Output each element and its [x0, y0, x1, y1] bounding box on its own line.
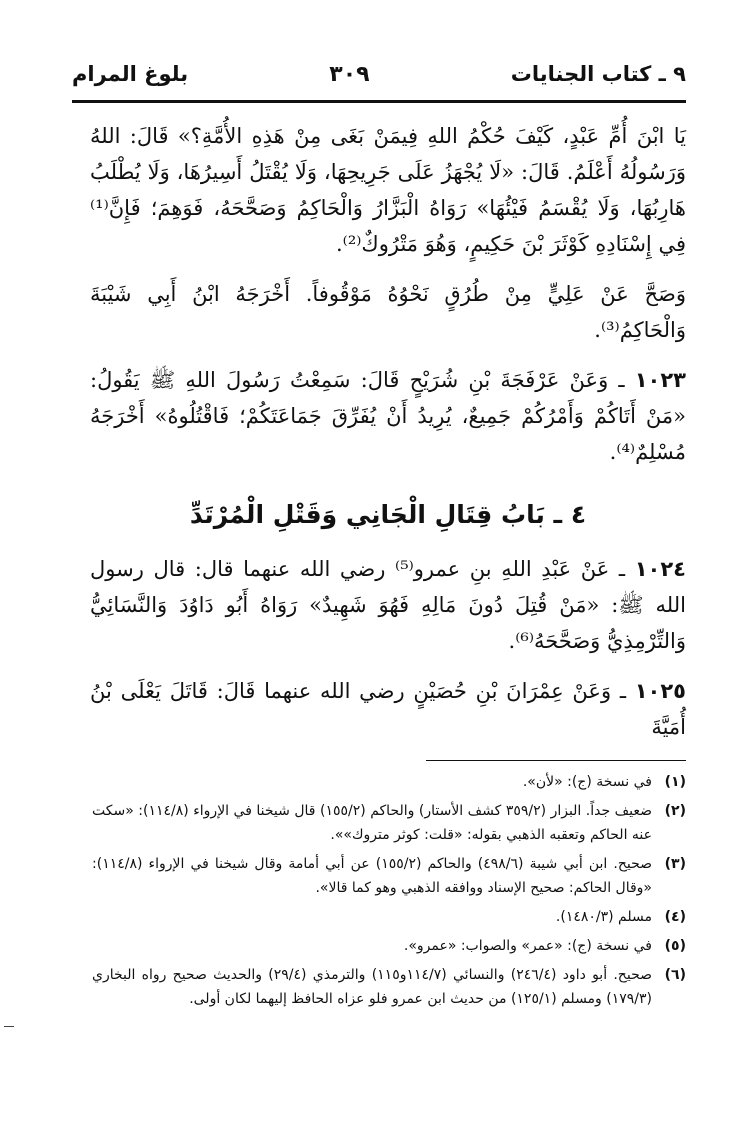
paragraph-1: يَا ابْنَ أُمِّ عَبْدٍ، كَيْفَ حُكْمُ اللهِ فِيمَنْ بَغَى مِنْ هَذِهِ الأُمَّةِ؟» قَالَ: اللهُ وَرَسُولُهُ أَعْلَمُ. قَالَ: «لَا يُجْهَزُ عَلَى جَرِيحِهَا، وَلَا يُقْتَلُ أَسِيرُهَا، وَلَا يُطْلَبُ هَارِبُهَا، وَلَا يُقْسَمُ فَيْئُهَا» رَوَاهُ الْبَزَّارُ وَالْحَاكِمُ وَصَحَّحَهُ، فَوَهِمَ؛ فَإِنَّ⁽¹⁾ فِي إِسْنَادِهِ كَوْثَرَ بْنَ حَكِيمٍ، وَهُوَ مَتْرُوكٌ⁽²⁾. [90, 124, 686, 256]
footnote-number: (٤) [664, 909, 686, 925]
footnote-number: (٥) [664, 938, 686, 954]
chapter-heading: ٩ ـ كتاب الجنايات [510, 62, 686, 86]
chapter-title: ٤ ـ بَابُ قِتَالِ الْجَانِي وَقَتْلِ الْمُرْتَدِّ [189, 500, 587, 529]
footnote [92, 905, 686, 929]
footnote [92, 799, 686, 847]
footnote [92, 963, 686, 1011]
footnotes [92, 770, 686, 1016]
footnote-number: (١) [664, 774, 686, 790]
hadith-number: ١٠٢٤ [634, 557, 686, 581]
footnote [92, 852, 686, 900]
page-header [72, 48, 686, 103]
hadith-1023 [90, 362, 686, 470]
footnote-text: صحيح. ابن أبي شيبة (٤٩٨/٦) والحاكم (١٥٥/٢) عن أبي أمامة وقال شيخنا في الإرواء (١١٤/٨): «وقال الحاكم: صحيح الإسناد ووافقه الذهبي وهو كما قالا». [92, 856, 652, 896]
main-text [90, 118, 686, 759]
footnote-number: (٣) [664, 856, 686, 872]
footnote [92, 934, 686, 958]
hadith-number: ١٠٢٣ [634, 368, 686, 392]
footnote-number: (٦) [664, 967, 686, 983]
footnote-separator [426, 760, 686, 761]
footnote-text: صحيح. أبو داود (٢٤٦/٤) والنسائي (١١٤/٧و١١٥) والترمذي (٢٩/٤) والحديث صحيح رواه البخاري (١٧٩/٣) ومسلم (١٢٥/١) من حديث ابن عمرو فلو عزاه الحافظ إليهما لكان أولى. [92, 967, 652, 1007]
hadith-text: ـ وَعَنْ عَرْفَجَةَ بْنِ شُرَيْحٍ قَالَ: سَمِعْتُ رَسُولَ اللهِ ﷺ يَقُولُ: «مَنْ أَتَاكُمْ وَأَمْرُكُمْ جَمِيعٌ، يُرِيدُ أَنْ يُفَرِّقَ جَمَاعَتَكُمْ؛ فَاقْتُلُوهُ» أَخْرَجَهُ مُسْلِمٌ⁽⁴⁾. [90, 368, 686, 464]
hadith-number: ١٠٢٥ [634, 679, 686, 703]
hadith-text: ـ عَنْ عَبْدِ اللهِ بنِ عمرو⁽⁵⁾ رضي الله عنهما قال: قال رسول الله ﷺ: «مَنْ قُتِلَ دُونَ مَالِهِ فَهُوَ شَهِيدٌ» رَوَاهُ أَبُو دَاوُدَ وَالنَّسَائِيُّ وَالتِّرْمِذِيُّ وَصَحَّحَهُ⁽⁶⁾. [90, 557, 686, 653]
footnote-text: في نسخة (ج): «لأن». [522, 774, 652, 790]
footnote-text: في نسخة (ج): «عمر» والصواب: «عمرو». [403, 938, 652, 954]
paragraph-2: وَصَحَّ عَنْ عَلِيٍّ مِنْ طُرُقٍ نَحْوُهُ مَوْقُوفاً. أَخْرَجَهُ ابْنُ أَبِي شَيْبَةَ وَالْحَاكِمُ⁽³⁾. [90, 282, 686, 342]
hadith-1024 [90, 551, 686, 659]
footnote-text: ضعيف جداً. البزار (٣٥٩/٢ كشف الأستار) والحاكم (١٥٥/٢) قال شيخنا في الإرواء (١١٤/٨): «سكت عنه الحاكم وتعقبه الذهبي بقوله: «قلت: كوثر متروك»». [92, 803, 652, 843]
page-number: ٣٠٩ [329, 61, 370, 87]
book-title: بلوغ المرام [72, 62, 189, 86]
footnote-number: (٢) [664, 803, 686, 819]
footnote [92, 770, 686, 794]
footnote-text: مسلم (١٤٨٠/٣). [555, 909, 652, 925]
hadith-text: ـ وَعَنْ عِمْرَانَ بْنِ حُصَيْنٍ رضي الله عنهما قَالَ: قَاتَلَ يَعْلَى بْنُ أُمَيَّةَ [90, 679, 686, 739]
scan-edge-mark [4, 1026, 14, 1027]
hadith-1025 [90, 673, 686, 745]
